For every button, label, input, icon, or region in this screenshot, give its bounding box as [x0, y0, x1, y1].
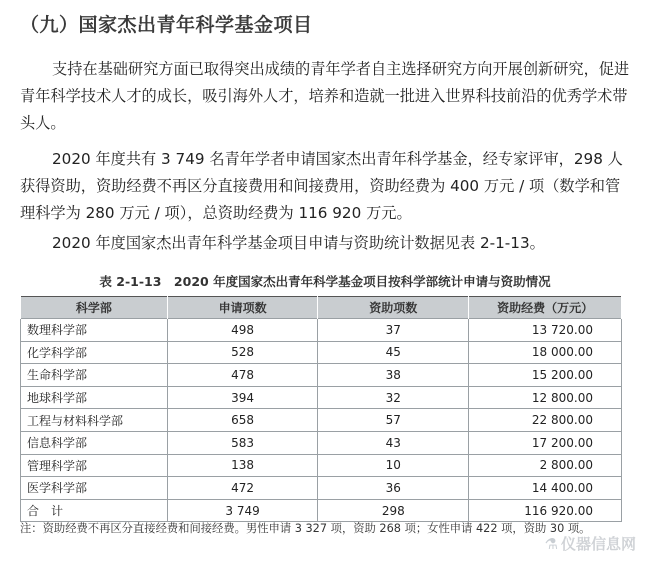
table-row [21, 341, 622, 364]
cell-department: 工程与材料科学部 [21, 409, 168, 432]
paragraph-intro: 支持在基础研究方面已取得突出成绩的青年学者自主选择研究方向开展创新研究，促进青年科学技术人才的成长，吸引海外人才，培养和造就一批进入世界科技前沿的优秀学术带头人。 [20, 60, 630, 132]
table-note: 注：资助经费不再区分直接经费和间接经费。男性申请 3 327 项，资助 268 项；女性申请 422 项，资助 30 项。 [20, 522, 591, 535]
cell-applied: 583 [167, 431, 318, 454]
cell-amount: 15 200.00 [469, 364, 622, 387]
cell-department: 地球科学部 [21, 386, 168, 409]
header-applied: 申请项数 [167, 297, 318, 319]
table-header-row [21, 297, 622, 319]
header-amount: 资助经费（万元） [469, 297, 622, 319]
cell-funded: 10 [318, 454, 469, 477]
cell-applied: 478 [167, 364, 318, 387]
cell-funded: 45 [318, 341, 469, 364]
table-row [21, 431, 622, 454]
cell-amount: 18 000.00 [469, 341, 622, 364]
cell-amount: 2 800.00 [469, 454, 622, 477]
cell-amount: 22 800.00 [469, 409, 622, 432]
cell-total-applied: 3 749 [167, 499, 318, 522]
cell-funded: 57 [318, 409, 469, 432]
table-caption: 表 2-1-13 2020 年度国家杰出青年科学基金项目按科学部统计申请与资助情况 [99, 274, 551, 289]
cell-funded: 36 [318, 477, 469, 500]
watermark [545, 533, 636, 554]
cell-department: 信息科学部 [21, 431, 168, 454]
cell-department: 管理科学部 [21, 454, 168, 477]
cell-amount: 12 800.00 [469, 386, 622, 409]
table-row [21, 319, 622, 342]
cell-applied: 394 [167, 386, 318, 409]
cell-funded: 43 [318, 431, 469, 454]
cell-applied: 138 [167, 454, 318, 477]
table-row [21, 409, 622, 432]
cell-total-amount: 116 920.00 [469, 499, 622, 522]
cell-amount: 14 400.00 [469, 477, 622, 500]
cell-department: 医学科学部 [21, 477, 168, 500]
cell-funded: 32 [318, 386, 469, 409]
section-title: （九）国家杰出青年科学基金项目 [20, 14, 313, 36]
header-funded: 资助项数 [318, 297, 469, 319]
cell-applied: 528 [167, 341, 318, 364]
cell-total-funded: 298 [318, 499, 469, 522]
cell-department: 化学科学部 [21, 341, 168, 364]
cell-department: 数理科学部 [21, 319, 168, 342]
watermark-text: 仪器信息网 [560, 535, 636, 553]
cell-funded: 37 [318, 319, 469, 342]
header-department: 科学部 [21, 297, 168, 319]
table-row [21, 454, 622, 477]
table-row [21, 386, 622, 409]
cell-applied: 472 [167, 477, 318, 500]
flask-icon: ⚗ [544, 535, 558, 553]
funding-statistics-table [20, 296, 622, 522]
cell-funded: 38 [318, 364, 469, 387]
table-total-row [21, 499, 622, 522]
cell-applied: 658 [167, 409, 318, 432]
cell-applied: 498 [167, 319, 318, 342]
paragraph-table-reference: 2020 年度国家杰出青年科学基金项目申请与资助统计数据见表 2-1-13。 [52, 234, 545, 252]
cell-department: 生命科学部 [21, 364, 168, 387]
cell-amount: 17 200.00 [469, 431, 622, 454]
table-row [21, 364, 622, 387]
cell-total-label: 合 计 [21, 499, 168, 522]
table-row [21, 477, 622, 500]
paragraph-statistics: 2020 年度共有 3 749 名青年学者申请国家杰出青年科学基金，经专家评审，298 人获得资助，资助经费不再区分直接费用和间接费用，资助经费为 400 万元 / 项（数学和管理科学为 280 万元 / 项），总资助经费为 116 920 万元。 [20, 150, 623, 222]
cell-amount: 13 720.00 [469, 319, 622, 342]
